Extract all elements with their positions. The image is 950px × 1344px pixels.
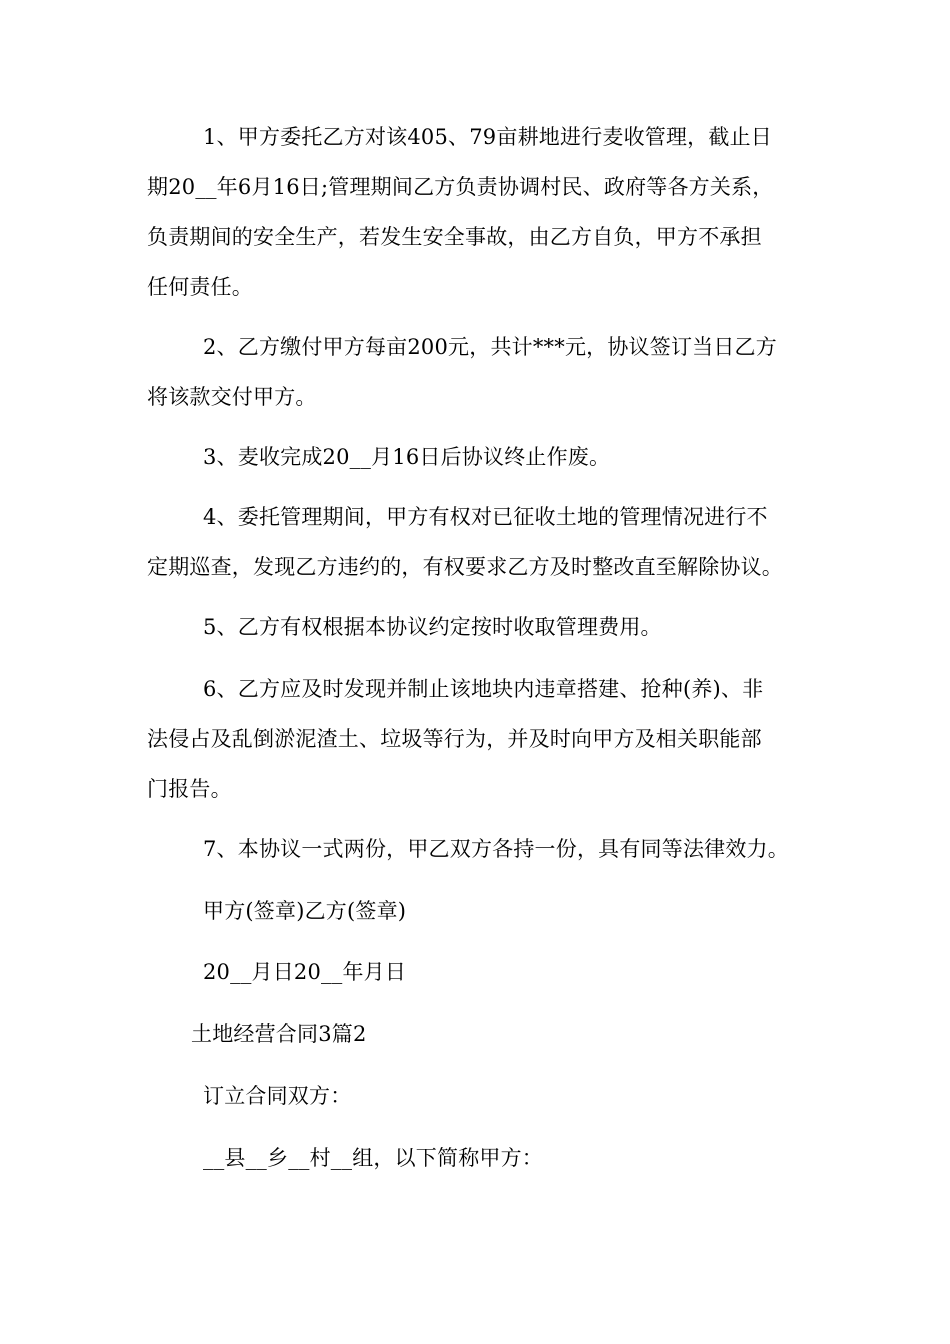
clause-6-line-3: 门报告。: [147, 777, 232, 801]
clause-1-line-3: 负责期间的安全生产，若发生安全事故，由乙方自负，甲方不承担: [147, 225, 762, 249]
clause-2-line-1: 2、乙方缴付甲方每亩200元，共计***元，协议签订当日乙方: [203, 335, 777, 359]
clause-3-line-1: 3、麦收完成20__月16日后协议终止作废。: [203, 445, 611, 469]
clause-5-line-1: 5、乙方有权根据本协议约定按时收取管理费用。: [203, 615, 662, 639]
party-a-line: __县__乡__村__组，以下简称甲方：: [203, 1146, 543, 1170]
clause-1-line-2: 期20__年6月16日;管理期间乙方负责协调村民、政府等各方关系，: [147, 175, 774, 199]
signature-line: 甲方(签章)乙方(签章): [203, 899, 407, 923]
clause-7-line-1: 7、本协议一式两份，甲乙双方各持一份，具有同等法律效力。: [203, 837, 789, 861]
parties-heading: 订立合同双方：: [203, 1084, 352, 1108]
clause-6-line-1: 6、乙方应及时发现并制止该地块内违章搭建、抢种(养)、非: [203, 677, 764, 701]
clause-6-line-2: 法侵占及乱倒淤泥渣土、垃圾等行为，并及时向甲方及相关职能部: [147, 727, 762, 751]
section-heading: 土地经营合同3篇2: [191, 1022, 367, 1046]
clause-1-line-4: 任何责任。: [147, 275, 253, 299]
clause-4-line-2: 定期巡查，发现乙方违约的，有权要求乙方及时整改直至解除协议。: [147, 555, 783, 579]
clause-2-line-2: 将该款交付甲方。: [147, 385, 317, 409]
clause-1-line-1: 1、甲方委托乙方对该405、79亩耕地进行麦收管理，截止日: [203, 125, 772, 149]
date-line: 20__月日20__年月日: [203, 960, 407, 984]
clause-4-line-1: 4、委托管理期间，甲方有权对已征收土地的管理情况进行不: [203, 505, 768, 529]
